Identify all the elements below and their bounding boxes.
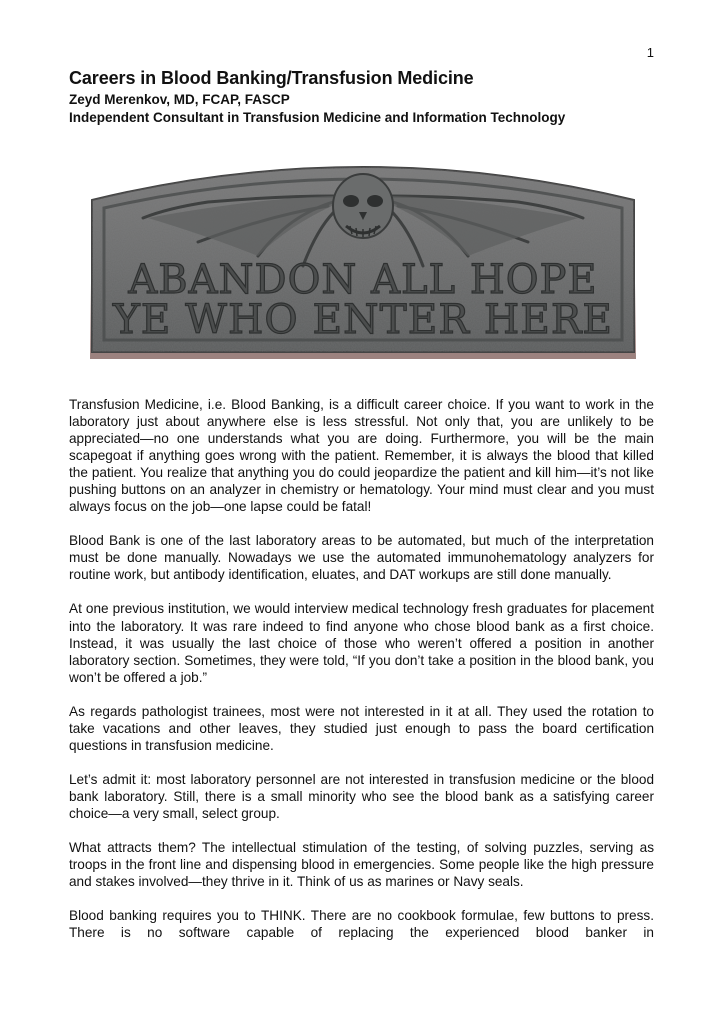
inscription-line-1: ABANDON ALL HOPE xyxy=(128,257,598,303)
document-title: Careers in Blood Banking/Transfusion Medicine xyxy=(69,68,474,88)
plaque-image xyxy=(88,156,638,360)
paragraph: As regards pathologist trainees, most were not interested in it at all. They used the rotation to take vacations and other leaves, they studied just enough to pass the board certification questions in transfusion medicine. xyxy=(69,703,654,753)
paragraph: Blood Bank is one of the last laboratory areas to be automated, but much of the interpretation must be done manually. Nowadays we use the automated immunohematology analyzers for routine work, but antibody identification, eluates, and DAT workups are still done manually. xyxy=(69,533,654,583)
paragraph: Let’s admit it: most laboratory personnel are not interested in transfusion medicine or the blood bank laboratory. Still, there is a small minority who see the blood bank as a satisfying career choice—a very small, select group. xyxy=(69,771,654,821)
author-line: Zeyd Merenkov, MD, FCAP, FASCP xyxy=(69,92,290,107)
affiliation-line: Independent Consultant in Transfusion Medicine and Information Technology xyxy=(69,110,566,125)
paragraph: At one previous institution, we would interview medical technology fresh graduates for placement into the laboratory. It was rare indeed to find anyone who chose blood bank as a first choice. Instead, it was usually the last choice of those who weren’t offered a position in another laboratory section. Sometimes, they were told, “If you don’t take a position in the blood bank, you won’t be offered a job.” xyxy=(69,601,654,685)
paragraph: Transfusion Medicine, i.e. Blood Banking, is a difficult career choice. If you want to work in the laboratory just about anywhere else is less stressful. Not only that, you are unlikely to be appreciated—no one understands what you are doing. Furthermore, you will be the main scapegoat if anything goes wrong with the patient. Remember, it is always the blood that killed the patient. You realize that anything you do could jeopardize the patient and kill him—it’s not like pushing buttons on an analyzer in chemistry or hematology. Your mind must clear and you must always focus on the job—one lapse could be fatal! xyxy=(69,397,654,515)
skull-icon xyxy=(333,174,393,238)
paragraph: Blood banking requires you to THINK. There are no cookbook formulae, few buttons to press. There is no software capable of replacing the experienced blood banker in xyxy=(69,908,654,941)
plaque-illustration xyxy=(88,156,638,360)
page-number: 1 xyxy=(646,45,654,60)
paragraph: What attracts them? The intellectual stimulation of the testing, of solving puzzles, serving as troops in the front line and dispensing blood in emergencies. Some people like the high pressure and stakes involved—they thrive in it. Think of us as marines or Navy seals. xyxy=(69,839,654,890)
inscription-line-2: YE WHO ENTER HERE xyxy=(111,297,614,343)
body-text xyxy=(69,396,654,958)
